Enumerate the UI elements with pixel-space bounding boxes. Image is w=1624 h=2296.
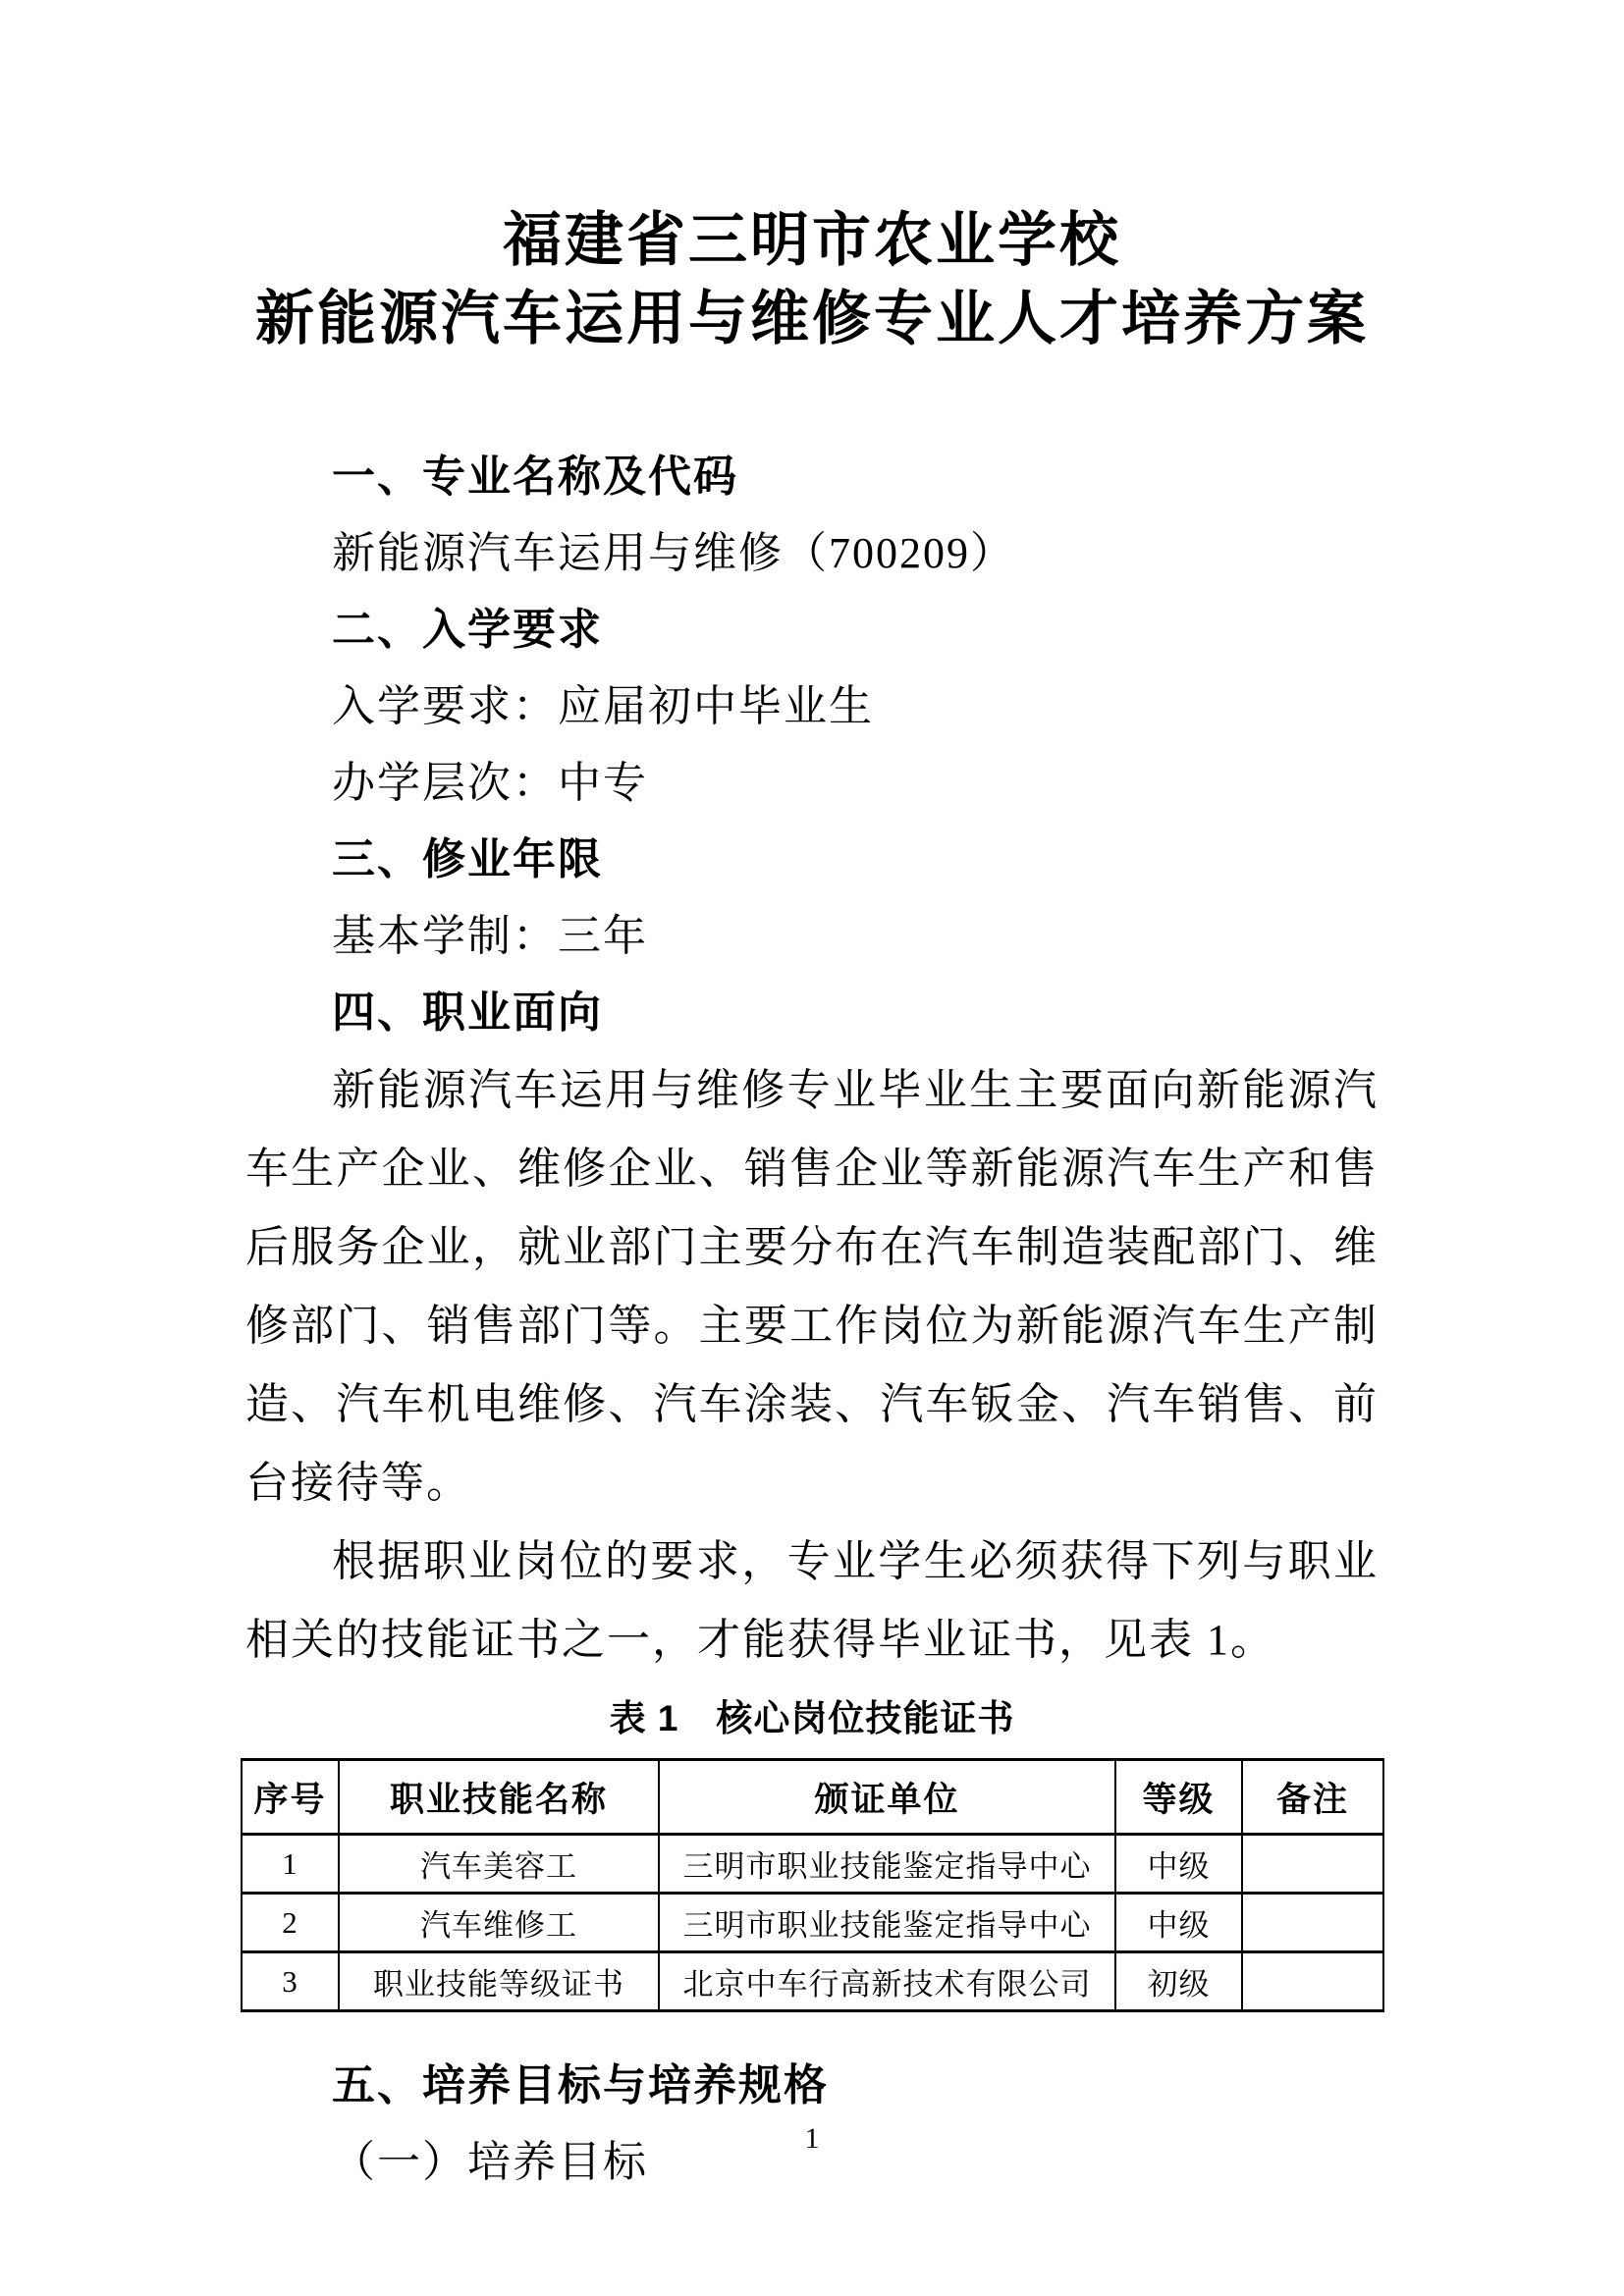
header-cell-level: 等级 (1115, 1760, 1242, 1835)
table-row (242, 1952, 1383, 2011)
skill-name-cell: 职业技能等级证书 (339, 1952, 659, 2011)
career-orientation-paragraph-1: 新能源汽车运用与维修专业毕业生主要面向新能源汽车生产企业、维修企业、销售企业等新能源汽车生产和售后服务企业，就业部门主要分布在汽车制造装配部门、维修部门、销售部门等。主要工作岗位为新能源汽车生产制造、汽车机电维修、汽车涂装、汽车钣金、汽车销售、前台接待等。 (245, 1066, 1379, 1507)
page-number: 1 (804, 2122, 820, 2155)
doc-title-line-2: 新能源汽车运用与维修专业人才培养方案 (255, 286, 1369, 351)
note-cell (1242, 1894, 1383, 1952)
major-name-and-code-line: 新能源汽车运用与维修（700209） (332, 529, 1015, 577)
issuer-cell: 北京中车行高新技术有限公司 (659, 1952, 1115, 2011)
table-1-caption: 表 1 核心岗位技能证书 (609, 1698, 1015, 1738)
seq-cell: 3 (242, 1952, 339, 2011)
schooling-level-line: 办学层次：中专 (332, 759, 648, 807)
issuer-cell: 三明市职业技能鉴定指导中心 (659, 1835, 1115, 1894)
seq-cell: 2 (242, 1894, 339, 1952)
skill-name-cell: 汽车美容工 (339, 1835, 659, 1894)
career-orientation-paragraph-2: 根据职业岗位的要求，专业学生必须获得下列与职业相关的技能证书之一，才能获得毕业证书，见表 1。 (245, 1537, 1379, 1664)
header-cell-note: 备注 (1242, 1760, 1383, 1835)
section-1-heading: 一、专业名称及代码 (332, 453, 738, 501)
entry-requirement-line: 入学要求：应届初中毕业生 (332, 682, 874, 730)
core-skills-certificate-table (241, 1758, 1384, 2012)
schooling-length-line: 基本学制：三年 (332, 912, 648, 960)
title-spacer (245, 358, 1379, 439)
section-2-heading: 二、入学要求 (332, 606, 603, 654)
doc-title-line-1: 福建省三明市农业学校 (503, 207, 1121, 273)
level-cell: 初级 (1115, 1952, 1242, 2011)
issuer-cell: 三明市职业技能鉴定指导中心 (659, 1894, 1115, 1952)
section-4-heading: 四、职业面向 (332, 988, 603, 1037)
level-cell: 中级 (1115, 1894, 1242, 1952)
seq-cell: 1 (242, 1835, 339, 1894)
skill-name-cell: 汽车维修工 (339, 1894, 659, 1952)
table-row (242, 1835, 1383, 1894)
note-cell (1242, 1952, 1383, 2011)
header-cell-seq: 序号 (242, 1760, 339, 1835)
header-cell-skill-name: 职业技能名称 (339, 1760, 659, 1835)
table-row (242, 1894, 1383, 1952)
table-header-row (242, 1760, 1383, 1835)
section-5-heading: 五、培养目标与培养规格 (332, 2061, 829, 2109)
header-cell-issuer: 颁证单位 (659, 1760, 1115, 1835)
level-cell: 中级 (1115, 1835, 1242, 1894)
note-cell (1242, 1835, 1383, 1894)
section-3-heading: 三、修业年限 (332, 835, 603, 883)
table-bottom-spacer (245, 2012, 1379, 2048)
section-5-sub-heading: （一）培养目标 (332, 2138, 648, 2186)
